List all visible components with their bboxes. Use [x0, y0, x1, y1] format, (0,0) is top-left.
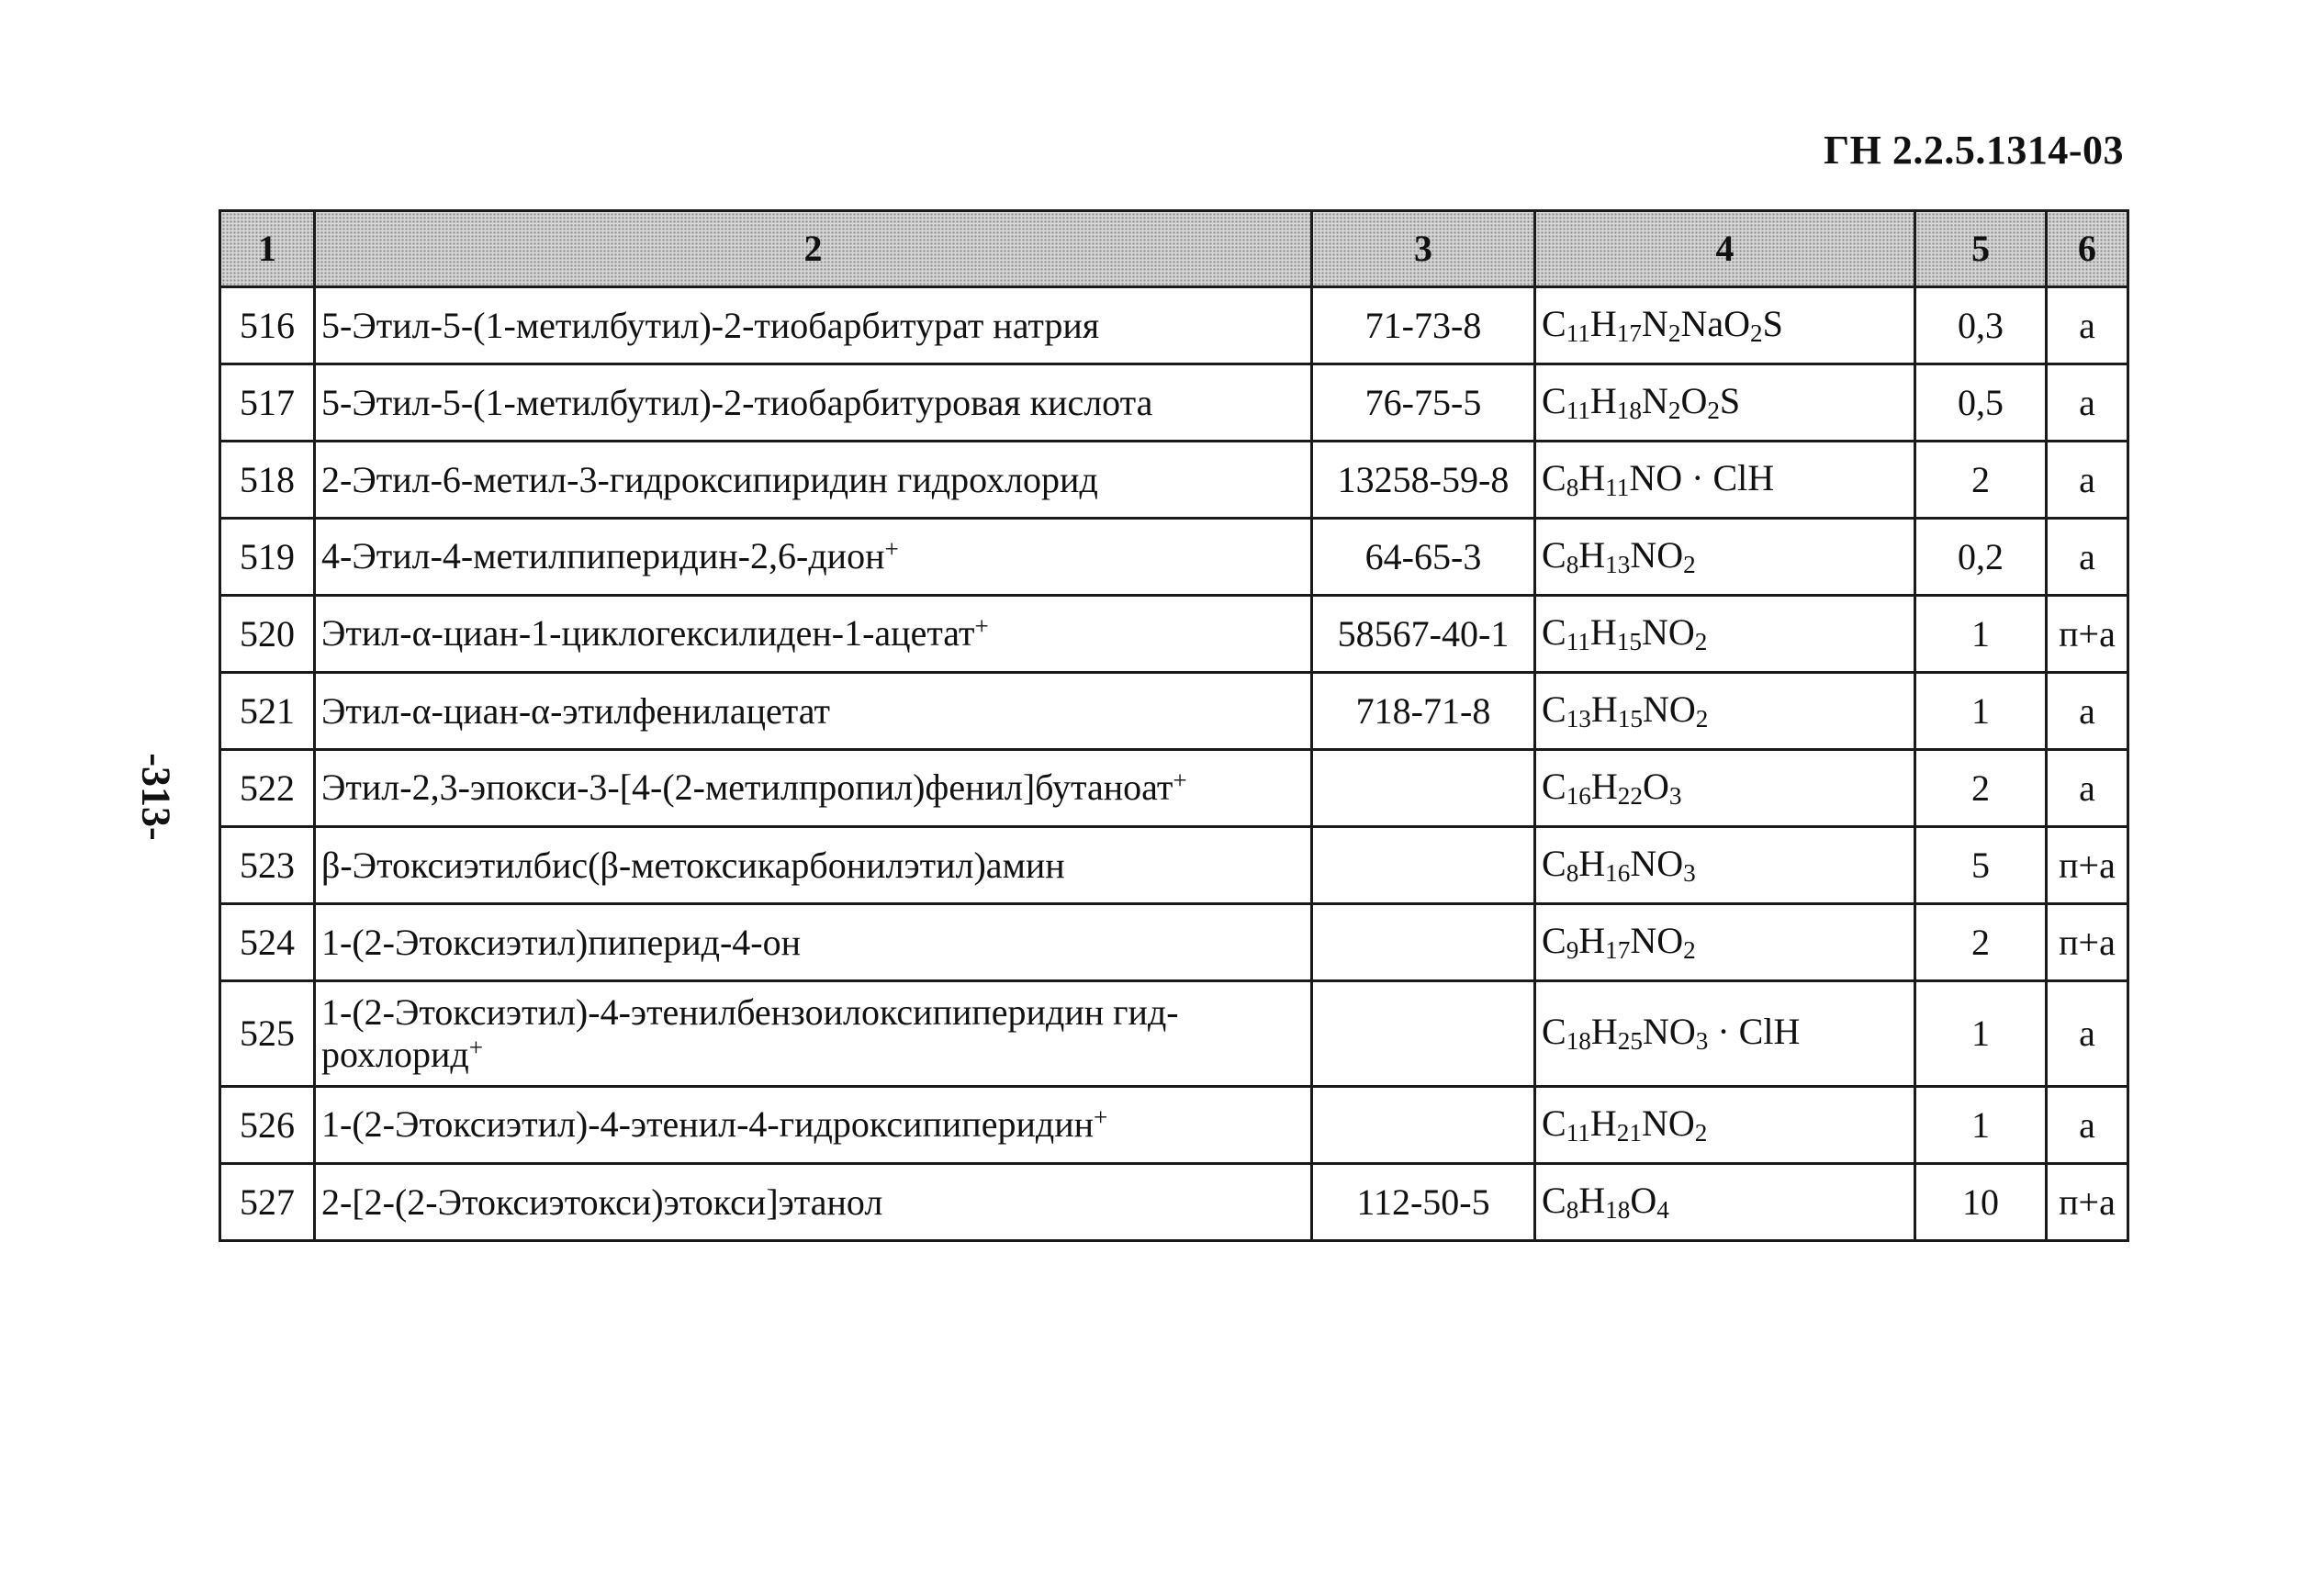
table-row [220, 673, 2128, 750]
substance-name [315, 364, 1312, 442]
formula-part: H [1578, 533, 1606, 576]
chemical-formula [1535, 519, 1915, 596]
column-header-formula: 4 [1535, 211, 1915, 287]
table-row [220, 827, 2128, 904]
table-row [220, 1164, 2128, 1241]
row-number: 526 [220, 1087, 315, 1164]
row-number: 521 [220, 673, 315, 750]
formula-subscript: 2 [1683, 935, 1696, 964]
formula-part: H [1589, 610, 1617, 653]
formula-part: NO [1630, 919, 1684, 961]
chemical-formula [1535, 596, 1915, 673]
limit-value: 5 [1915, 827, 2047, 904]
chemical-formula [1535, 673, 1915, 750]
formula-part: N [1641, 302, 1668, 344]
substance-name [315, 981, 1312, 1087]
cas-number: 64-65-3 [1312, 519, 1535, 596]
formula-subscript: 16 [1566, 781, 1591, 810]
formula-part: H [1590, 688, 1618, 730]
formula-subscript: 2 [1683, 550, 1696, 578]
limit-value: 1 [1915, 981, 2047, 1087]
substance-name-text: Этил-α-циан-α-этилфенилацетат [321, 689, 830, 732]
formula-subscript: 15 [1616, 627, 1642, 655]
formula-part: NO [1641, 1102, 1695, 1144]
formula-part: C [1542, 919, 1566, 961]
aggregate-state: а [2047, 673, 2128, 750]
limit-value: 0,5 [1915, 364, 2047, 442]
formula-part: H [1578, 842, 1606, 884]
limit-value: 0,3 [1915, 287, 2047, 364]
substance-name-text: Этил-α-циан-1-циклогексилиден-1-ацетат [321, 612, 975, 655]
formula-part: C [1542, 765, 1566, 807]
row-number: 522 [220, 750, 315, 827]
chemical-formula [1535, 364, 1915, 442]
formula-subscript: 2 [1749, 319, 1763, 347]
table-row [220, 904, 2128, 981]
chemical-formula [1535, 904, 1915, 981]
aerosol-mark: + [974, 612, 989, 641]
row-number: 520 [220, 596, 315, 673]
table-row [220, 287, 2128, 364]
substance-name-text: β-Этоксиэтилбис(β-метоксикарбонилэтил)амин [321, 844, 1065, 886]
formula-subscript: 18 [1605, 1195, 1631, 1224]
column-header-value: 5 [1915, 211, 2047, 287]
column-header-class: 6 [2047, 211, 2128, 287]
cas-number: 58567-40-1 [1312, 596, 1535, 673]
formula-subscript: 18 [1616, 396, 1642, 424]
row-number: 518 [220, 442, 315, 519]
formula-subscript: 8 [1566, 473, 1579, 501]
formula-part: NO · ClH [1629, 456, 1775, 498]
formula-part: C [1542, 688, 1566, 730]
aerosol-mark: + [1173, 767, 1187, 795]
substance-name-text: 1-(2-Этоксиэтил)-4-этенил-4-гидроксипиперидин [321, 1103, 1095, 1146]
formula-part: C [1542, 1011, 1566, 1053]
formula-part: · ClH [1708, 1011, 1801, 1053]
chemical-formula [1535, 827, 1915, 904]
formula-subscript: 8 [1566, 1195, 1579, 1224]
table-row [220, 442, 2128, 519]
formula-subscript: 11 [1566, 627, 1590, 655]
aerosol-mark: + [884, 535, 899, 564]
cas-number [1312, 904, 1535, 981]
formula-subscript: 8 [1566, 550, 1579, 578]
substance-name [315, 442, 1312, 519]
chemical-formula [1535, 981, 1915, 1087]
aggregate-state: а [2047, 1087, 2128, 1164]
substance-name-text: 5-Этил-5-(1-метилбутил)-2-тиобарбитурат натрия [321, 304, 1100, 346]
formula-part: O [1630, 1179, 1657, 1221]
table-row [220, 596, 2128, 673]
cas-number: 718-71-8 [1312, 673, 1535, 750]
aggregate-state: а [2047, 519, 2128, 596]
table-row [220, 1087, 2128, 1164]
substance-name [315, 1164, 1312, 1241]
formula-subscript: 2 [1667, 319, 1681, 347]
substance-name [315, 904, 1312, 981]
formula-subscript: 25 [1617, 1027, 1643, 1056]
formula-subscript: 11 [1566, 319, 1590, 347]
cas-number: 71-73-8 [1312, 287, 1535, 364]
aerosol-mark: + [468, 1033, 484, 1061]
cas-number [1312, 827, 1535, 904]
formula-part: C [1542, 533, 1566, 576]
limit-value: 1 [1915, 1087, 2047, 1164]
row-number: 517 [220, 364, 315, 442]
formula-subscript: 3 [1695, 1027, 1709, 1056]
row-number: 519 [220, 519, 315, 596]
aggregate-state: п+а [2047, 596, 2128, 673]
row-number: 527 [220, 1164, 315, 1241]
substance-name-text: 4-Этил-4-метилпиперидин-2,6-дион [321, 535, 885, 577]
formula-subscript: 3 [1668, 781, 1682, 810]
substance-name-text: 2-Этил-6-метил-3-гидроксипиридин гидрохлорид [321, 458, 1098, 500]
formula-part: S [1719, 379, 1741, 421]
aggregate-state: а [2047, 442, 2128, 519]
formula-subscript: 4 [1656, 1195, 1669, 1224]
aggregate-state: п+а [2047, 904, 2128, 981]
aggregate-state: а [2047, 981, 2128, 1087]
formula-subscript: 16 [1605, 858, 1631, 887]
table-row [220, 364, 2128, 442]
formula-part: H [1589, 379, 1617, 421]
formula-part: O [1680, 379, 1708, 421]
formula-part: H [1578, 1179, 1606, 1221]
column-header-number: 1 [220, 211, 315, 287]
formula-subscript: 22 [1617, 781, 1643, 810]
chemical-formula [1535, 750, 1915, 827]
formula-subscript: 13 [1566, 704, 1591, 733]
chemical-formula [1535, 1087, 1915, 1164]
row-number: 525 [220, 981, 315, 1087]
formula-subscript: 3 [1683, 858, 1696, 887]
formula-subscript: 2 [1695, 704, 1709, 733]
limit-value: 1 [1915, 673, 2047, 750]
substance-name [315, 673, 1312, 750]
formula-part: H [1589, 302, 1617, 344]
limit-value: 2 [1915, 904, 2047, 981]
formula-part: O [1642, 765, 1669, 807]
formula-part: C [1542, 302, 1566, 344]
formula-subscript: 2 [1707, 396, 1720, 424]
substance-name [315, 596, 1312, 673]
substance-name-text: Этил-2,3-эпокси-3-[4-(2-метилпропил)фенил]бутаноат [321, 767, 1173, 809]
chemical-formula [1535, 442, 1915, 519]
formula-part: H [1590, 765, 1618, 807]
row-number: 524 [220, 904, 315, 981]
formula-subscript: 17 [1605, 935, 1631, 964]
aggregate-state: п+а [2047, 827, 2128, 904]
aggregate-state: п+а [2047, 1164, 2128, 1241]
formula-subscript: 11 [1605, 473, 1630, 501]
formula-part: H [1578, 456, 1606, 498]
substance-name [315, 1087, 1312, 1164]
formula-subscript: 2 [1667, 396, 1681, 424]
formula-part: NO [1642, 1011, 1696, 1053]
substance-name-text: 1-(2-Этоксиэтил)пиперид-4-он [321, 921, 802, 963]
formula-subscript: 2 [1694, 1118, 1708, 1147]
formula-part: C [1542, 379, 1566, 421]
formula-subscript: 13 [1605, 550, 1631, 578]
formula-part: H [1590, 1011, 1618, 1053]
table-row [220, 750, 2128, 827]
formula-subscript: 15 [1617, 704, 1643, 733]
formula-subscript: 11 [1566, 1118, 1590, 1147]
cas-number [1312, 750, 1535, 827]
formula-part: NO [1630, 842, 1684, 884]
formula-subscript: 2 [1694, 627, 1708, 655]
limit-value: 10 [1915, 1164, 2047, 1241]
formula-part: H [1578, 919, 1606, 961]
substance-name [315, 827, 1312, 904]
substance-name [315, 519, 1312, 596]
table-row [220, 981, 2128, 1087]
document-code: ГН 2.2.5.1314-03 [1824, 128, 2124, 173]
cas-number: 13258-59-8 [1312, 442, 1535, 519]
row-number: 523 [220, 827, 315, 904]
aerosol-mark: + [1094, 1103, 1108, 1132]
aggregate-state: а [2047, 750, 2128, 827]
aggregate-state: а [2047, 287, 2128, 364]
cas-number [1312, 1087, 1535, 1164]
page-number: -313- [133, 753, 179, 841]
chemical-formula [1535, 287, 1915, 364]
cas-number: 76-75-5 [1312, 364, 1535, 442]
substance-name-text: 5-Этил-5-(1-метилбутил)-2-тиобарбитуровая кислота [321, 381, 1153, 423]
formula-part: H [1589, 1102, 1617, 1144]
formula-subscript: 8 [1566, 858, 1579, 887]
limit-value: 1 [1915, 596, 2047, 673]
substance-name [315, 750, 1312, 827]
formula-part: N [1641, 379, 1668, 421]
limit-value: 0,2 [1915, 519, 2047, 596]
substances-table [219, 209, 2129, 1242]
table-row [220, 519, 2128, 596]
formula-part: NO [1642, 688, 1696, 730]
formula-part: C [1542, 610, 1566, 653]
limit-value: 2 [1915, 750, 2047, 827]
formula-part: C [1542, 1102, 1566, 1144]
formula-subscript: 9 [1566, 935, 1579, 964]
formula-part: C [1542, 456, 1566, 498]
formula-part: NaO [1680, 302, 1750, 344]
substance-name-text: 1-(2-Этоксиэтил)-4-этенилбензоилоксипиперидин гид- рохлорид [321, 990, 1179, 1076]
formula-part: C [1542, 1179, 1566, 1221]
formula-part: NO [1630, 533, 1684, 576]
chemical-formula [1535, 1164, 1915, 1241]
substance-name [315, 287, 1312, 364]
formula-subscript: 21 [1616, 1118, 1642, 1147]
row-number: 516 [220, 287, 315, 364]
table-header-row [220, 211, 2128, 287]
formula-subscript: 18 [1566, 1027, 1591, 1056]
formula-subscript: 11 [1566, 396, 1590, 424]
aggregate-state: а [2047, 364, 2128, 442]
formula-part: C [1542, 842, 1566, 884]
formula-part: S [1762, 302, 1783, 344]
limit-value: 2 [1915, 442, 2047, 519]
cas-number [1312, 981, 1535, 1087]
column-header-name: 2 [315, 211, 1312, 287]
formula-subscript: 17 [1616, 319, 1642, 347]
substance-name-text: 2-[2-(2-Этоксиэтокси)этокси]этанол [321, 1181, 883, 1223]
column-header-cas: 3 [1312, 211, 1535, 287]
formula-part: NO [1641, 610, 1695, 653]
cas-number: 112-50-5 [1312, 1164, 1535, 1241]
